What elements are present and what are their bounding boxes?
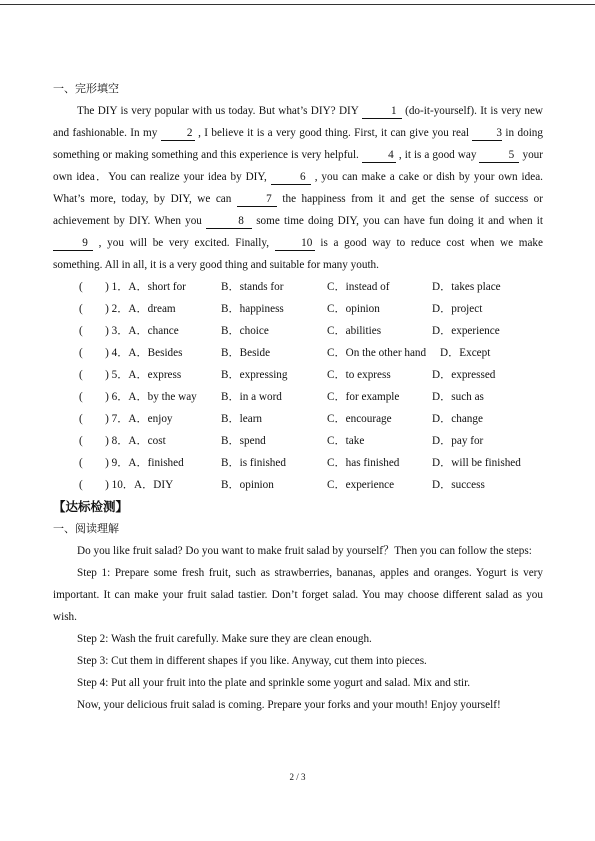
option-c: C．for example	[327, 391, 400, 403]
option-c: C．encourage	[327, 413, 392, 425]
option-c: C．abilities	[327, 325, 382, 337]
reading-paragraph: Do you like fruit salad? Do you want to make fruit salad by yourself？Then you can follow the steps:	[77, 545, 532, 557]
option-c: C．take	[327, 435, 365, 447]
question-number-option-a: ( ) 1．A．short for	[79, 281, 186, 293]
section-title-cloze: 一、完形填空	[53, 82, 119, 95]
option-d: D．experience	[432, 325, 500, 337]
question-number-option-a: ( ) 5．A．express	[79, 369, 182, 381]
option-b: B．Beside	[221, 347, 271, 359]
section-title-reading: 一、阅读理解	[53, 522, 119, 535]
option-d: D．project	[432, 303, 483, 315]
question-row	[53, 474, 543, 496]
option-b: B．learn	[221, 413, 263, 425]
header-rule	[0, 4, 595, 5]
reading-paragraph: Step 2: Wash the fruit carefully. Make sure they are clean enough.	[77, 633, 372, 645]
question-number-option-a: ( ) 4．A．Besides	[79, 347, 183, 359]
option-b: B．is finished	[221, 457, 286, 469]
option-c: C．has finished	[327, 457, 400, 469]
passage-text: , you can make a cake or dish by your own idea. What’s more, today, by DIY, we can	[53, 171, 543, 205]
option-c: C．experience	[327, 479, 395, 491]
blank-1: 1	[362, 104, 402, 119]
blank-5: 5	[479, 148, 519, 163]
question-row	[53, 452, 543, 474]
option-b: B．choice	[221, 325, 269, 337]
question-row	[53, 276, 543, 298]
page-number: 2 / 3	[289, 772, 306, 782]
question-number-option-a: ( ) 6．A．by the way	[79, 391, 197, 403]
option-b: B．expressing	[221, 369, 288, 381]
passage-text: , it is a good way	[395, 149, 480, 161]
option-d: D．Except	[440, 347, 491, 359]
blank-4: 4	[362, 148, 396, 163]
document-page	[53, 78, 543, 716]
passage-text: is a good way to reduce cost when we make something. All in all, it is a very good thing and suitable for many youth.	[53, 237, 543, 271]
question-number-option-a: ( ) 7．A．enjoy	[79, 413, 173, 425]
option-c: C．to express	[327, 369, 391, 381]
passage-text: in doing something or making something and this experience is very helpful.	[53, 127, 543, 161]
question-number-option-a: ( ) 9．A．finished	[79, 457, 184, 469]
question-row	[53, 320, 543, 342]
reading-paragraph: Step 1: Prepare some fresh fruit, such as strawberries, bananas, apples and oranges. Yogurt is very important. It can make your fruit salad tastier. Don’t forget salad. You may choose different salad as you wish.	[53, 567, 543, 623]
option-b: B．happiness	[221, 303, 284, 315]
question-row	[53, 364, 543, 386]
option-b: B．stands for	[221, 281, 284, 293]
blank-8: 8	[206, 214, 252, 229]
question-row	[53, 342, 543, 364]
option-c: C．On the other hand	[327, 347, 427, 359]
question-row	[53, 386, 543, 408]
passage-text: , you will be very excited. Finally,	[93, 237, 275, 249]
question-number-option-a: ( ) 10．A．DIY	[79, 479, 174, 491]
options-list	[53, 276, 543, 496]
question-number-option-a: ( ) 2．A．dream	[79, 303, 176, 315]
passage-text: some time doing DIY, you can have fun doing it and when it	[252, 215, 543, 227]
blank-2: 2	[161, 126, 195, 141]
blank-9: 9	[53, 236, 93, 251]
passage-text: (do-it-yourself). It is very new and fashionable. In my	[53, 105, 544, 139]
passage-text: The DIY is very popular with us today. But what’s DIY? DIY	[77, 105, 362, 117]
blank-10: 10	[275, 236, 315, 251]
blank-3: 3	[472, 126, 502, 141]
option-d: D．such as	[432, 391, 484, 403]
reading-paragraph: Step 3: Cut them in different shapes if you like. Anyway, cut them into pieces.	[77, 655, 427, 667]
passage-text: the happiness from it and get the sense of success or achievement by DIY. When you	[53, 193, 543, 227]
option-b: B．spend	[221, 435, 266, 447]
option-c: C．instead of	[327, 281, 390, 293]
option-d: D．change	[432, 413, 483, 425]
question-row	[53, 298, 543, 320]
option-c: C．opinion	[327, 303, 380, 315]
passage-text: , I believe it is a very good thing. First, it can give you real	[194, 127, 473, 139]
option-d: D．pay for	[432, 435, 484, 447]
option-d: D．success	[432, 479, 485, 491]
reading-paragraph: Step 4: Put all your fruit into the plate and sprinkle some yogurt and salad. Mix and stir.	[77, 677, 471, 689]
question-number-option-a: ( ) 8．A．cost	[79, 435, 166, 447]
option-d: D．will be finished	[432, 457, 521, 469]
option-b: B．in a word	[221, 391, 282, 403]
question-row	[53, 408, 543, 430]
question-number-option-a: ( ) 3．A．chance	[79, 325, 179, 337]
cloze-passage	[53, 100, 543, 276]
blank-6: 6	[271, 170, 311, 185]
passage-text: your own idea．You can realize your idea by DIY,	[53, 149, 543, 183]
blank-7: 7	[237, 192, 277, 207]
question-row	[53, 430, 543, 452]
reading-paragraph: Now, your delicious fruit salad is coming. Prepare your forks and your mouth! Enjoy yourself!	[77, 699, 501, 711]
section-title-assessment: 【达标检测】	[53, 499, 129, 514]
option-d: D．takes place	[432, 281, 501, 293]
option-d: D．expressed	[432, 369, 496, 381]
option-b: B．opinion	[221, 479, 274, 491]
